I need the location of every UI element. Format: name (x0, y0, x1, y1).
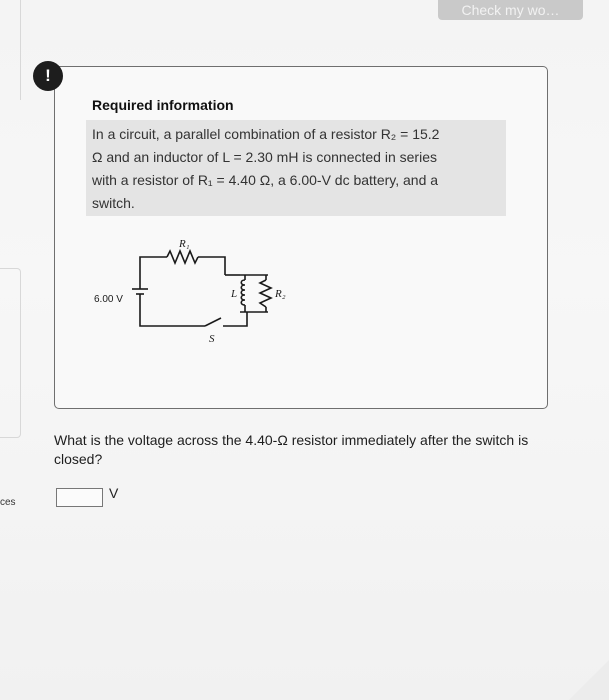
bottom-wire-left (140, 294, 205, 326)
top-wire-left (140, 257, 167, 289)
alert-icon: ! (33, 61, 63, 91)
battery-voltage-label: 6.00 V (94, 294, 123, 305)
sidebar-panel-middle (0, 268, 21, 438)
info-line-3: with a resistor of R₁ = 4.40 Ω, a 6.00-V dc battery, and a (92, 172, 439, 188)
info-line-1: In a circuit, a parallel combination of a resistor R₂ = 15.2 (92, 126, 440, 142)
r2-resistor (260, 280, 271, 307)
switch-blade (205, 318, 221, 326)
info-line-4: switch. (92, 195, 135, 211)
references-label[interactable]: ces (0, 497, 16, 508)
l-label: L (231, 288, 238, 300)
info-line-2: Ω and an inductor of L = 2.30 mH is connected in series (92, 149, 437, 165)
inductor-coil (241, 280, 245, 305)
top-wire-right (198, 257, 225, 275)
answer-unit: V (109, 485, 119, 501)
question-text: What is the voltage across the 4.40-Ω resistor immediately after the switch is closed? (54, 432, 529, 467)
check-my-work-button[interactable]: Check my wo… (438, 0, 583, 20)
circuit-diagram (85, 232, 305, 352)
sidebar-panel-top (0, 0, 21, 100)
bottom-wire-right (223, 312, 247, 326)
required-information-title: Required information (92, 97, 234, 113)
s-label: S (209, 333, 215, 345)
r1-resistor (167, 251, 198, 263)
r2-label: R₂ (275, 288, 286, 300)
answer-input[interactable] (56, 488, 103, 507)
corner-mark (569, 660, 609, 700)
r1-label: R₁ (179, 238, 190, 250)
